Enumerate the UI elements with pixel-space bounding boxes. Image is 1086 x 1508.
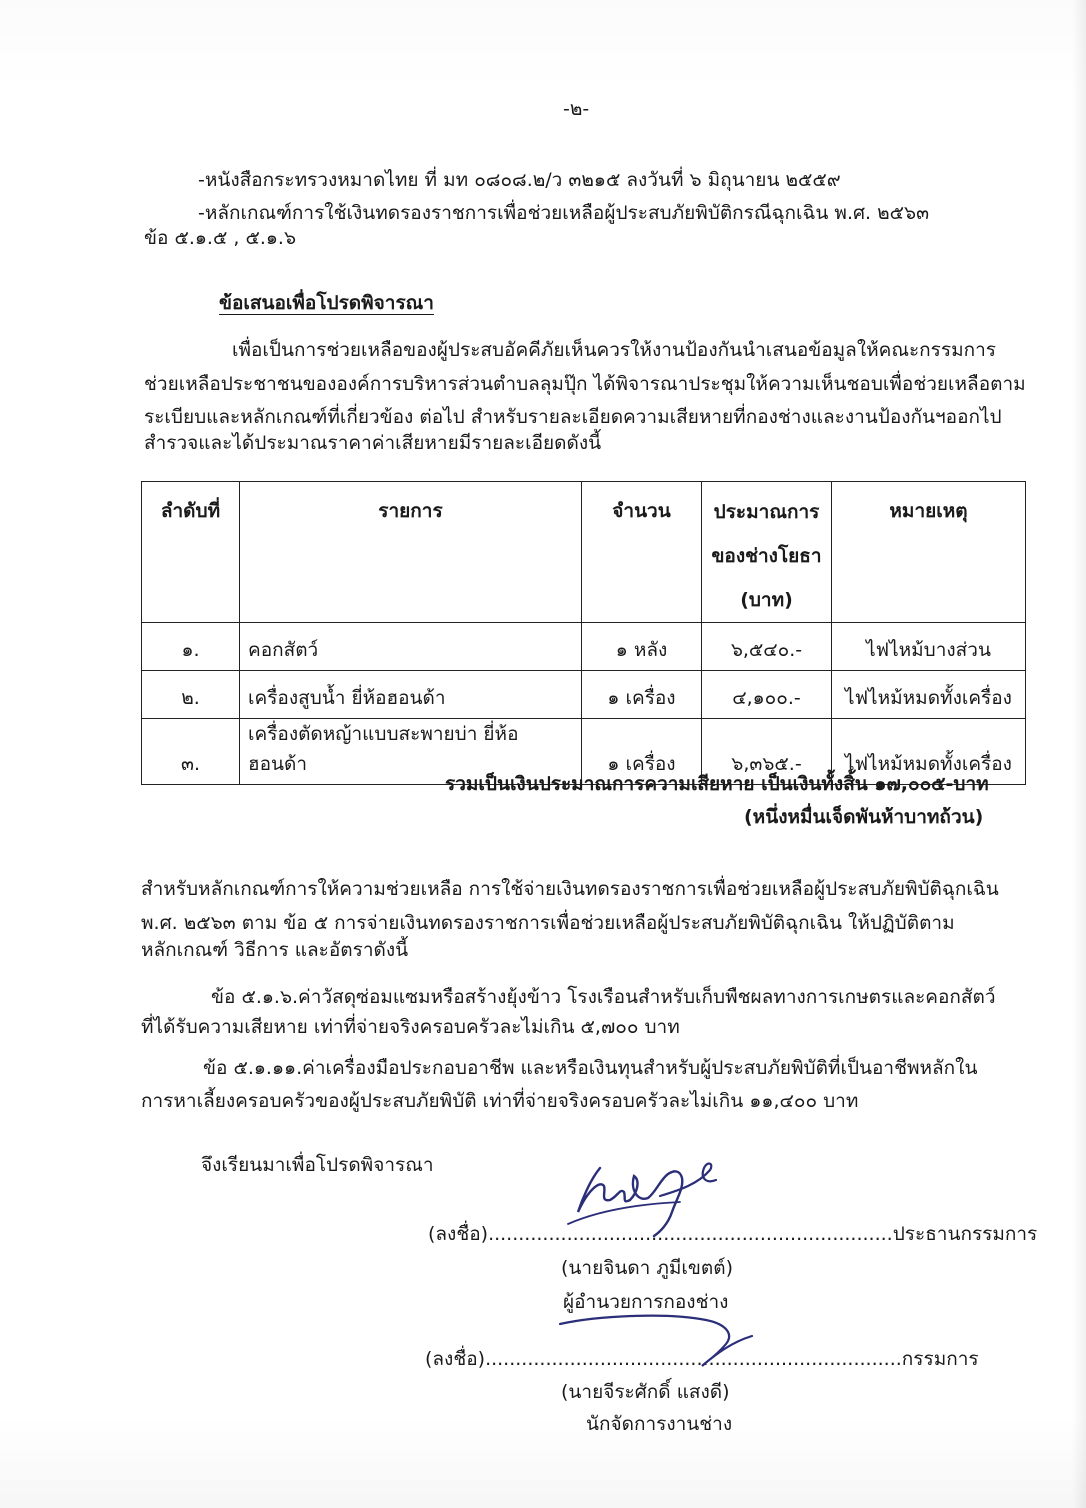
reference-line-3: ข้อ ๕.๑.๕ , ๕.๑.๖	[144, 227, 297, 249]
header-amount	[702, 482, 832, 623]
row-no: ๑.	[142, 623, 240, 671]
row-remark: ไฟไหม้บางส่วน	[832, 623, 1026, 671]
signature-2-name: (นายจีระศักดิ์ แสงดี)	[561, 1381, 730, 1403]
signature-1-role: ประธานกรรมการ	[892, 1223, 1038, 1245]
row-remark: ไฟไหม้หมดทั้งเครื่อง	[832, 671, 1026, 719]
total-line: รวมเป็นเงินประมาณการความเสียหาย เป็นเงินทั้งสิ้น ๑๗,๐๐๕-บาท	[445, 773, 989, 795]
signature-1-dots: ...................................................................	[488, 1223, 893, 1245]
row-remark: ไฟไหม้หมดทั้งเครื่อง	[832, 719, 1026, 785]
proposal-line-1: เพื่อเป็นการช่วยเหลือของผู้ประสบอัคคีภัยเห็นควรให้งานป้องกันนำเสนอข้อมูลให้คณะกรรมการ	[232, 339, 996, 361]
proposal-line-2: ช่วยเหลือประชาชนขององค์การบริหารส่วนตำบลลุมปุ๊ก ได้พิจารณาประชุมให้ความเห็นชอบเพื่อช่วยเหลือตาม	[144, 373, 1026, 395]
signature-2-prefix: (ลงชื่อ)	[425, 1348, 486, 1370]
clause-2-line-1: ข้อ ๕.๑.๑๑.ค่าเครื่องมือประกอบอาชีพ และหรือเงินทุนสำหรับผู้ประสบภัยพิบัติที่เป็นอาชีพหลักใน	[203, 1057, 978, 1079]
criteria-line-2: พ.ศ. ๒๕๖๓ ตาม ข้อ ๕ การจ่ายเงินทดรองราชการเพื่อช่วยเหลือผู้ประสบภัยพิบัติฉุกเฉิน ให้ปฏิบัติตาม	[141, 912, 955, 934]
reference-line-1: -หนังสือกระทรวงหมาดไทย ที่ มท ๐๘๐๘.๒/ว ๓๒๑๕ ลงวันที่ ๖ มิถุนายน ๒๕๕๙	[198, 169, 841, 191]
signature-1-position: ผู้อำนวยการกองช่าง	[563, 1291, 729, 1313]
header-item: รายการ	[240, 482, 582, 623]
clause-2-line-2: การหาเลี้ยงครอบครัวของผู้ประสบภัยพิบัติ เท่าที่จ่ายจริงครอบครัวละไม่เกิน ๑๑,๔๐๐ บาท	[141, 1090, 859, 1112]
page-edge-shadow	[1072, 0, 1086, 1508]
signature-1-line	[428, 1222, 1037, 1246]
signature-1-prefix: (ลงชื่อ)	[428, 1223, 489, 1245]
total-words: (หนึ่งหมื่นเจ็ดพันห้าบาทถ้วน)	[744, 806, 984, 828]
header-amount-line-2: ของช่างโยธา	[711, 545, 822, 567]
handwritten-signature-1	[560, 1140, 730, 1250]
row-item: เครื่องสูบน้ำ ยี่ห้อฮอนด้า	[240, 671, 582, 719]
signature-2-role: กรรมการ	[901, 1348, 979, 1370]
page-number: -๒-	[563, 98, 590, 120]
table-row	[142, 623, 1026, 671]
criteria-line-3: หลักเกณฑ์ วิธีการ และอัตราดังนี้	[141, 939, 409, 961]
proposal-line-3: ระเบียบและหลักเกณฑ์ที่เกี่ยวข้อง ต่อไป สำหรับรายละเอียดความเสียหายที่กองช่างและงานป้องกันฯออกไป	[144, 406, 1002, 428]
header-remark: หมายเหตุ	[832, 482, 1026, 623]
reference-line-2: -หลักเกณฑ์การใช้เงินทดรองราชการเพื่อช่วยเหลือผู้ประสบภัยพิบัติกรณีฉุกเฉิน พ.ศ. ๒๕๖๓	[198, 202, 930, 224]
table-header-row	[142, 482, 1026, 623]
damage-table	[141, 481, 1026, 785]
clause-1-line-2: ที่ได้รับความเสียหาย เท่าที่จ่ายจริงครอบครัวละไม่เกิน ๕,๗๐๐ บาท	[141, 1016, 680, 1038]
row-amount: ๖,๕๔๐.-	[702, 623, 832, 671]
row-qty: ๑ เครื่อง	[582, 671, 702, 719]
closing-line: จึงเรียนมาเพื่อโปรดพิจารณา	[201, 1154, 434, 1176]
header-amount-line-1: ประมาณการ	[713, 501, 820, 523]
row-amount: ๖,๓๖๕.-	[702, 719, 832, 785]
clause-1-line-1: ข้อ ๕.๑.๖.ค่าวัสดุซ่อมแซมหรือสร้างยุ้งข้าว โรงเรือนสำหรับเก็บพืชผลทางการเกษตรและคอกสัตว์	[211, 986, 996, 1008]
proposal-line-4: สำรวจและได้ประมาณราคาค่าเสียหายมีรายละเอียดดังนี้	[144, 432, 602, 454]
row-item: เครื่องตัดหญ้าแบบสะพายบ่า ยี่ห้อฮอนด้า	[240, 719, 582, 785]
row-amount: ๔,๑๐๐.-	[702, 671, 832, 719]
row-qty: ๑ หลัง	[582, 623, 702, 671]
row-qty: ๑ เครื่อง	[582, 719, 702, 785]
row-no: ๒.	[142, 671, 240, 719]
signature-2-position: นักจัดการงานช่าง	[586, 1413, 733, 1435]
signature-2-dots: .....................................................................	[485, 1348, 902, 1370]
header-qty: จำนวน	[582, 482, 702, 623]
row-item: คอกสัตว์	[240, 623, 582, 671]
header-amount-line-3: (บาท)	[740, 589, 793, 611]
proposal-heading: ข้อเสนอเพื่อโปรดพิจารณา	[219, 292, 434, 314]
header-no: ลำดับที่	[142, 482, 240, 623]
table-row	[142, 671, 1026, 719]
signature-1-name: (นายจินดา ภูมีเขตต์)	[561, 1257, 733, 1279]
criteria-line-1: สำหรับหลักเกณฑ์การให้ความช่วยเหลือ การใช้จ่ายเงินทดรองราชการเพื่อช่วยเหลือผู้ประสบภัยพิบัติฉุกเฉิน	[141, 878, 999, 900]
handwritten-signature-2	[556, 1304, 766, 1374]
row-no: ๓.	[142, 719, 240, 785]
